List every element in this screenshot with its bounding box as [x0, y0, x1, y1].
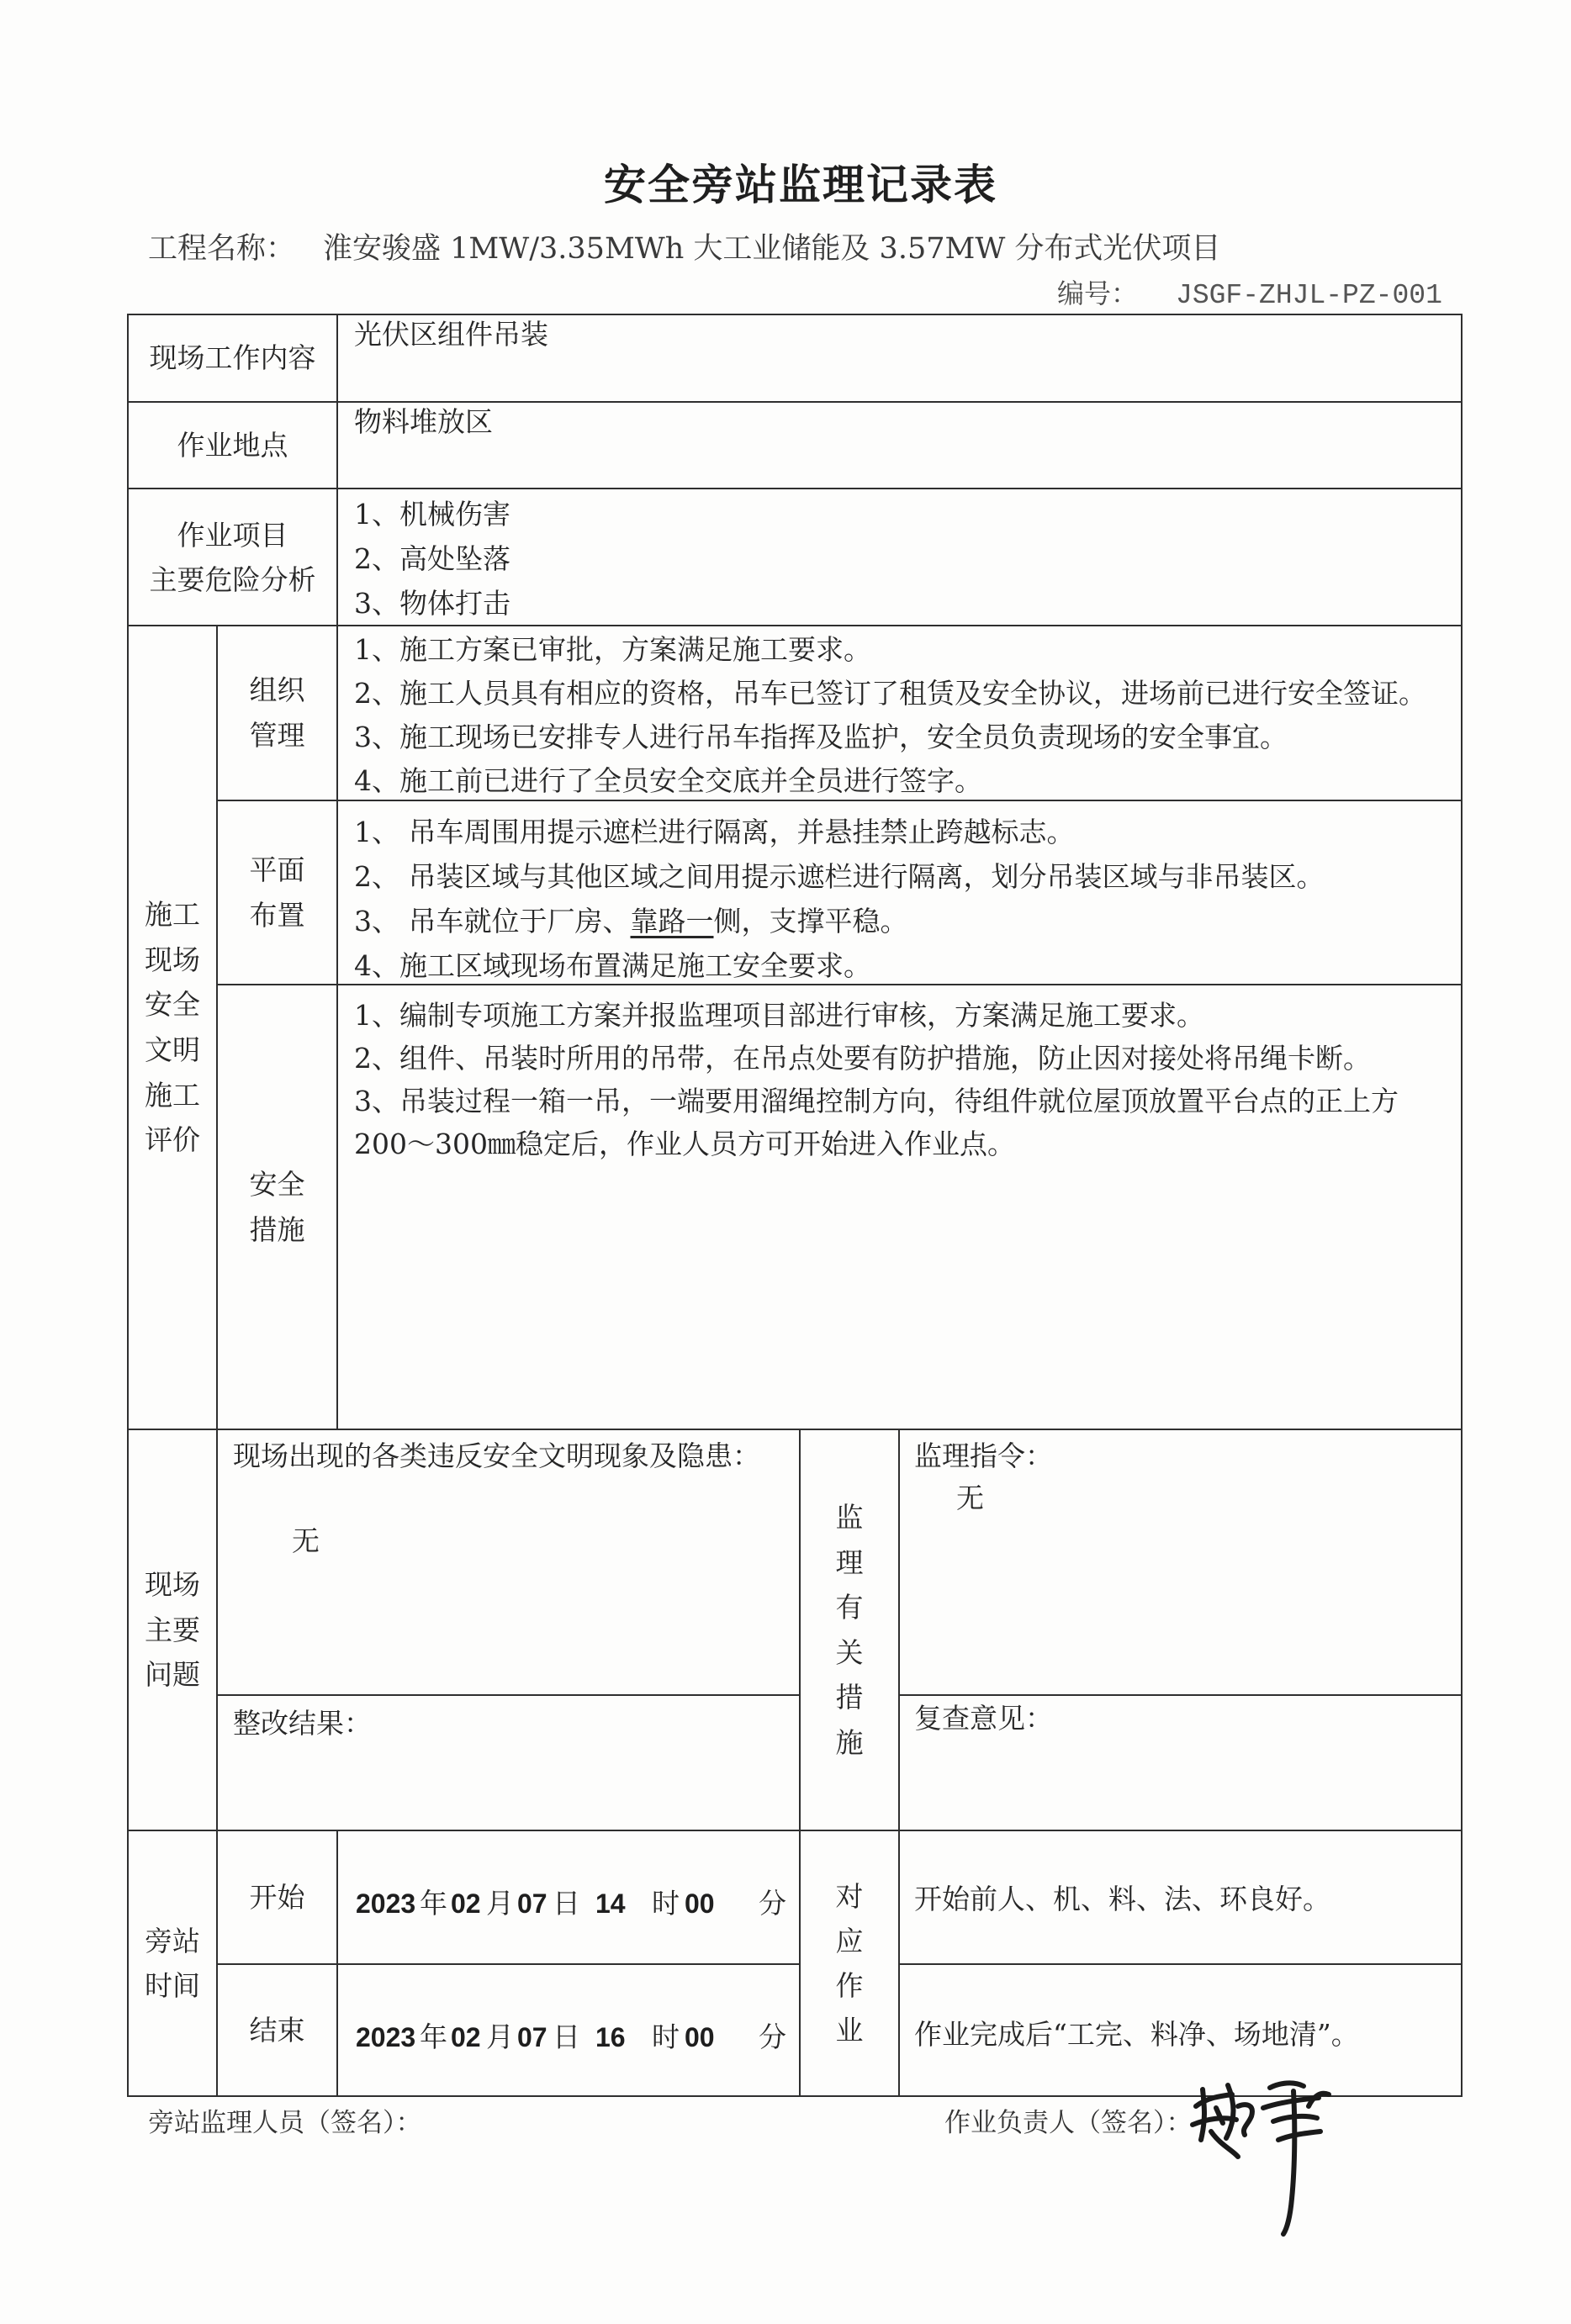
- layout-item: [354, 899, 1451, 943]
- start-year: 2023: [356, 1888, 416, 1919]
- end-year: 2023: [356, 2022, 416, 2052]
- supervision-label-line: 监理: [835, 1501, 879, 1579]
- serial-number-line: [1057, 277, 1442, 313]
- hazard-item: 2、高处坠落: [354, 542, 510, 575]
- start-label: 开始: [249, 1880, 305, 1914]
- year-unit: 年: [420, 2020, 447, 2053]
- organization-item: 1、施工方案已审批，方案满足施工要求。: [354, 633, 871, 666]
- end-time-cell: [338, 1965, 801, 2097]
- start-label-cell: [218, 1831, 338, 1965]
- day-unit: 日: [553, 2020, 580, 2053]
- hazard-item: 3、物体打击: [354, 587, 510, 620]
- location-value: 物料堆放区: [354, 405, 493, 438]
- layout-content-cell: [338, 801, 1463, 985]
- start-time-cell: [338, 1831, 801, 1965]
- layout-label-line: 平面: [249, 853, 305, 886]
- issues-label-line: 现场: [145, 1568, 200, 1602]
- start-minute: 00: [685, 1888, 715, 1919]
- review-cell: [900, 1696, 1463, 1831]
- layout-label-cell: [218, 801, 338, 985]
- minute-unit: 分: [759, 2020, 786, 2053]
- organization-content-cell: [338, 626, 1463, 801]
- corresponding-work-label-cell: [801, 1831, 900, 2097]
- organization-label-line: 组织: [249, 673, 305, 706]
- evaluation-section-label-cell: [129, 626, 218, 1430]
- issues-section-label-cell: [129, 1430, 218, 1831]
- rectification-cell: [218, 1696, 801, 1831]
- safety-line: 2、组件、吊装时所用的吊带，在吊点处要有防护措施，防止因对接处将吊绳卡断。: [354, 1042, 1371, 1075]
- hazard-label-cell: [129, 489, 338, 626]
- safety-line: 3、吊装过程一箱一吊，一端要用溜绳控制方向，待组件就位屋顶放置平台点的正上方: [354, 1085, 1399, 1117]
- layout-item: 2、 吊装区域与其他区域之间用提示遮栏进行隔离，划分吊装区域与非吊装区。: [354, 860, 1325, 893]
- work-content-label-cell: [129, 315, 338, 403]
- evaluation-label-line: 安全: [145, 988, 200, 1022]
- hazard-label-line-1: 作业项目: [177, 518, 288, 552]
- time-label-line: 旁站: [145, 1925, 200, 1957]
- evaluation-label-line: 施工: [145, 1078, 200, 1112]
- project-name-value: 淮安骏盛 1MW/3.35MWh 大工业储能及 3.57MW 分布式光伏项目: [323, 232, 1221, 266]
- month-unit: 月: [486, 2020, 514, 2053]
- organization-label-line: 管理: [249, 719, 305, 752]
- organization-label-cell: [218, 626, 338, 801]
- hazard-label-line-2: 主要危险分析: [149, 563, 316, 596]
- hour-unit: 时: [652, 2020, 680, 2053]
- end-note: 作业完成后“工完、料净、场地清”。: [914, 2018, 1359, 2051]
- supervision-measures-label-cell: [801, 1430, 900, 1831]
- layout-item-3-suffix: 侧，支撑平稳。: [713, 905, 908, 938]
- end-day: 07: [517, 2022, 547, 2052]
- violations-cell: [218, 1430, 801, 1696]
- issues-label-line: 主要: [145, 1613, 200, 1646]
- supervision-label-line: 措施: [835, 1681, 879, 1759]
- organization-item: 4、施工前已进行了全员安全交底并全员进行签字。: [354, 764, 982, 797]
- location-label-cell: [129, 403, 338, 489]
- end-label: 结束: [249, 2013, 305, 2047]
- location-label: 作业地点: [177, 428, 288, 462]
- evaluation-label-line: 现场: [145, 943, 200, 976]
- safety-label-cell: [218, 985, 338, 1430]
- serial-number-label: 编号：: [1057, 277, 1139, 309]
- project-name-label: 工程名称：: [148, 232, 296, 266]
- violations-value: 无: [292, 1524, 320, 1557]
- end-datetime: [338, 2020, 801, 2054]
- end-month: 02: [451, 2022, 481, 2052]
- form-title: 安全旁站监理记录表: [604, 160, 997, 209]
- evaluation-label-line: 文明: [145, 1033, 200, 1066]
- start-datetime: [338, 1887, 801, 1920]
- supervision-label-line: 有关: [835, 1591, 879, 1669]
- work-content-value: 光伏区组件吊装: [354, 318, 548, 351]
- hazard-item: 1、机械伤害: [354, 498, 510, 531]
- minute-unit: 分: [759, 1887, 786, 1920]
- record-table: [127, 314, 1463, 2097]
- organization-item: 3、施工现场已安排专人进行吊车指挥及监护，安全员负责现场的安全事宜。: [354, 721, 1288, 753]
- time-label-line: 时间: [145, 1969, 200, 2002]
- start-note-cell: [900, 1831, 1463, 1965]
- work-label-line: 对应: [835, 1880, 879, 1957]
- layout-item: 4、施工区域现场布置满足施工安全要求。: [354, 949, 871, 982]
- handwritten-signature: [1186, 2073, 1337, 2237]
- start-note: 开始前人、机、料、法、环良好。: [914, 1883, 1330, 1915]
- instruction-cell: [900, 1430, 1463, 1696]
- location-value-cell: [338, 403, 1463, 489]
- start-month: 02: [451, 1888, 481, 1919]
- work-content-value-cell: [338, 315, 1463, 403]
- safety-line: 1、编制专项施工方案并报监理项目部进行审核，方案满足施工要求。: [354, 999, 1204, 1032]
- hour-unit: 时: [652, 1887, 680, 1920]
- issues-label-line: 问题: [145, 1658, 200, 1692]
- safety-content-cell: [338, 985, 1463, 1430]
- safety-line: 200～300㎜稳定后，作业人员方可开始进入作业点。: [354, 1128, 1015, 1160]
- start-day: 07: [517, 1888, 547, 1919]
- end-hour: 16: [595, 2022, 626, 2052]
- hazard-list-cell: [338, 489, 1463, 626]
- end-label-cell: [218, 1965, 338, 2097]
- end-minute: 00: [685, 2022, 715, 2052]
- safety-label-line: 安全: [249, 1167, 305, 1201]
- year-unit: 年: [420, 1887, 447, 1920]
- rectification-label: 整改结果：: [233, 1707, 372, 1740]
- leader-signature-label: 作业负责人（签名）：: [944, 2108, 1193, 2138]
- evaluation-label-line: 评价: [145, 1123, 200, 1157]
- evaluation-label-line: 施工: [145, 898, 200, 932]
- instruction-value: 无: [956, 1482, 984, 1514]
- layout-label-line: 布置: [249, 898, 305, 932]
- layout-item-3-underlined: 靠路一: [630, 905, 714, 938]
- project-name-line: [148, 230, 1220, 267]
- work-label-line: 作业: [835, 1969, 879, 2047]
- review-label: 复查意见：: [914, 1702, 1053, 1735]
- organization-item: 2、施工人员具有相应的资格，吊车已签订了租赁及安全协议，进场前已进行安全签证。: [354, 677, 1426, 710]
- end-note-cell: [900, 1965, 1463, 2097]
- safety-label-line: 措施: [249, 1212, 305, 1246]
- month-unit: 月: [486, 1887, 514, 1920]
- violations-label: 现场出现的各类违反安全文明现象及隐患：: [233, 1439, 760, 1472]
- work-content-label: 现场工作内容: [149, 341, 316, 374]
- layout-item: 1、 吊车周围用提示遮栏进行隔离，并悬挂禁止跨越标志。: [354, 816, 1075, 848]
- time-section-label-cell: [129, 1831, 218, 2097]
- day-unit: 日: [553, 1887, 580, 1920]
- instruction-label: 监理指令：: [914, 1439, 1053, 1472]
- serial-number-value: JSGF-ZHJL-PZ-001: [1176, 280, 1442, 311]
- layout-item-3-prefix: 3、 吊车就位于厂房、: [354, 905, 631, 938]
- start-hour: 14: [595, 1888, 626, 1919]
- supervisor-signature-label: 旁站监理人员（签名）：: [148, 2108, 422, 2138]
